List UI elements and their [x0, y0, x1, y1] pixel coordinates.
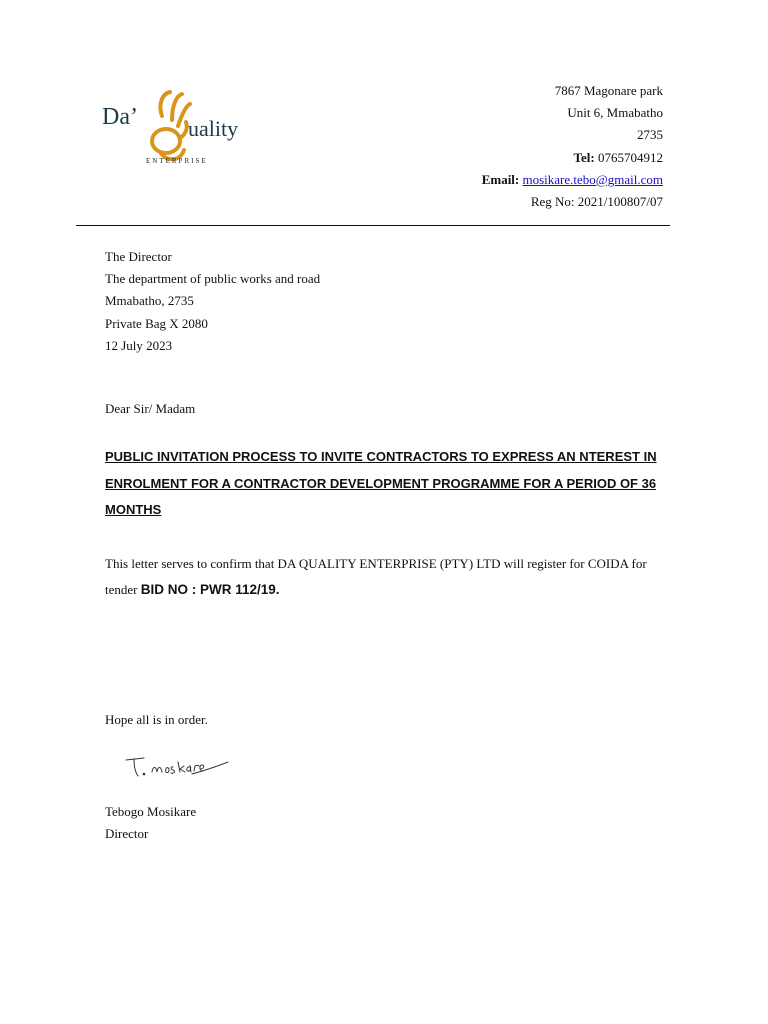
- logo-text-uality: uality: [188, 116, 239, 141]
- recipient-line4: Private Bag X 2080: [105, 315, 208, 331]
- recipient-block: [105, 246, 320, 357]
- tel-label: Tel:: [573, 149, 595, 165]
- email-label: Email:: [481, 171, 520, 187]
- handwritten-signature: [122, 752, 232, 780]
- email-link[interactable]: mosikare.tebo@gmail.com: [522, 171, 663, 187]
- postal-code: 2735: [637, 127, 663, 143]
- recipient-line3: Mmabatho, 2735: [105, 293, 194, 309]
- company-logo: [100, 86, 260, 172]
- letter-date: 12 July 2023: [105, 337, 173, 353]
- recipient-line2: The department of public works and road: [105, 271, 321, 287]
- signer-block: [105, 801, 196, 845]
- letterhead-address: [482, 80, 663, 213]
- tel-value: 0765704912: [598, 149, 663, 165]
- logo-text-enterprise: ENTERPRISE: [146, 157, 208, 165]
- body-paragraph: [105, 551, 675, 603]
- closing-line: Hope all is in order.: [105, 712, 208, 727]
- letterhead-divider: [76, 225, 670, 226]
- signature-image: [122, 752, 232, 784]
- body-text: This letter serves to confirm that DA QUALITY ENTERPRISE (PTY) LTD will register for COIDA for tender: [105, 556, 647, 597]
- salutation: Dear Sir/ Madam: [105, 401, 196, 416]
- logo-text-da: Da’: [102, 104, 138, 130]
- recipient-line1: The Director: [105, 249, 172, 264]
- bid-number: BID NO : PWR 112/19.: [140, 582, 280, 597]
- registration-number: Reg No: 2021/100807/07: [530, 194, 663, 210]
- signer-name: Tebogo Mosikare: [105, 804, 197, 819]
- telephone: [482, 147, 663, 169]
- signer-title: Director: [105, 826, 149, 841]
- subject-heading: PUBLIC INVITATION PROCESS TO INVITE CONTRACTORS TO EXPRESS AN NTEREST IN ENROLMENT FOR A CONTRACTOR DEVELOPMENT PROGRAMME FOR A PERIOD OF 36 MONTHS: [105, 449, 657, 517]
- email: [482, 169, 663, 191]
- address-line2: Unit 6, Mmabatho: [567, 105, 663, 121]
- address-line1: 7867 Magonare park: [554, 83, 663, 98]
